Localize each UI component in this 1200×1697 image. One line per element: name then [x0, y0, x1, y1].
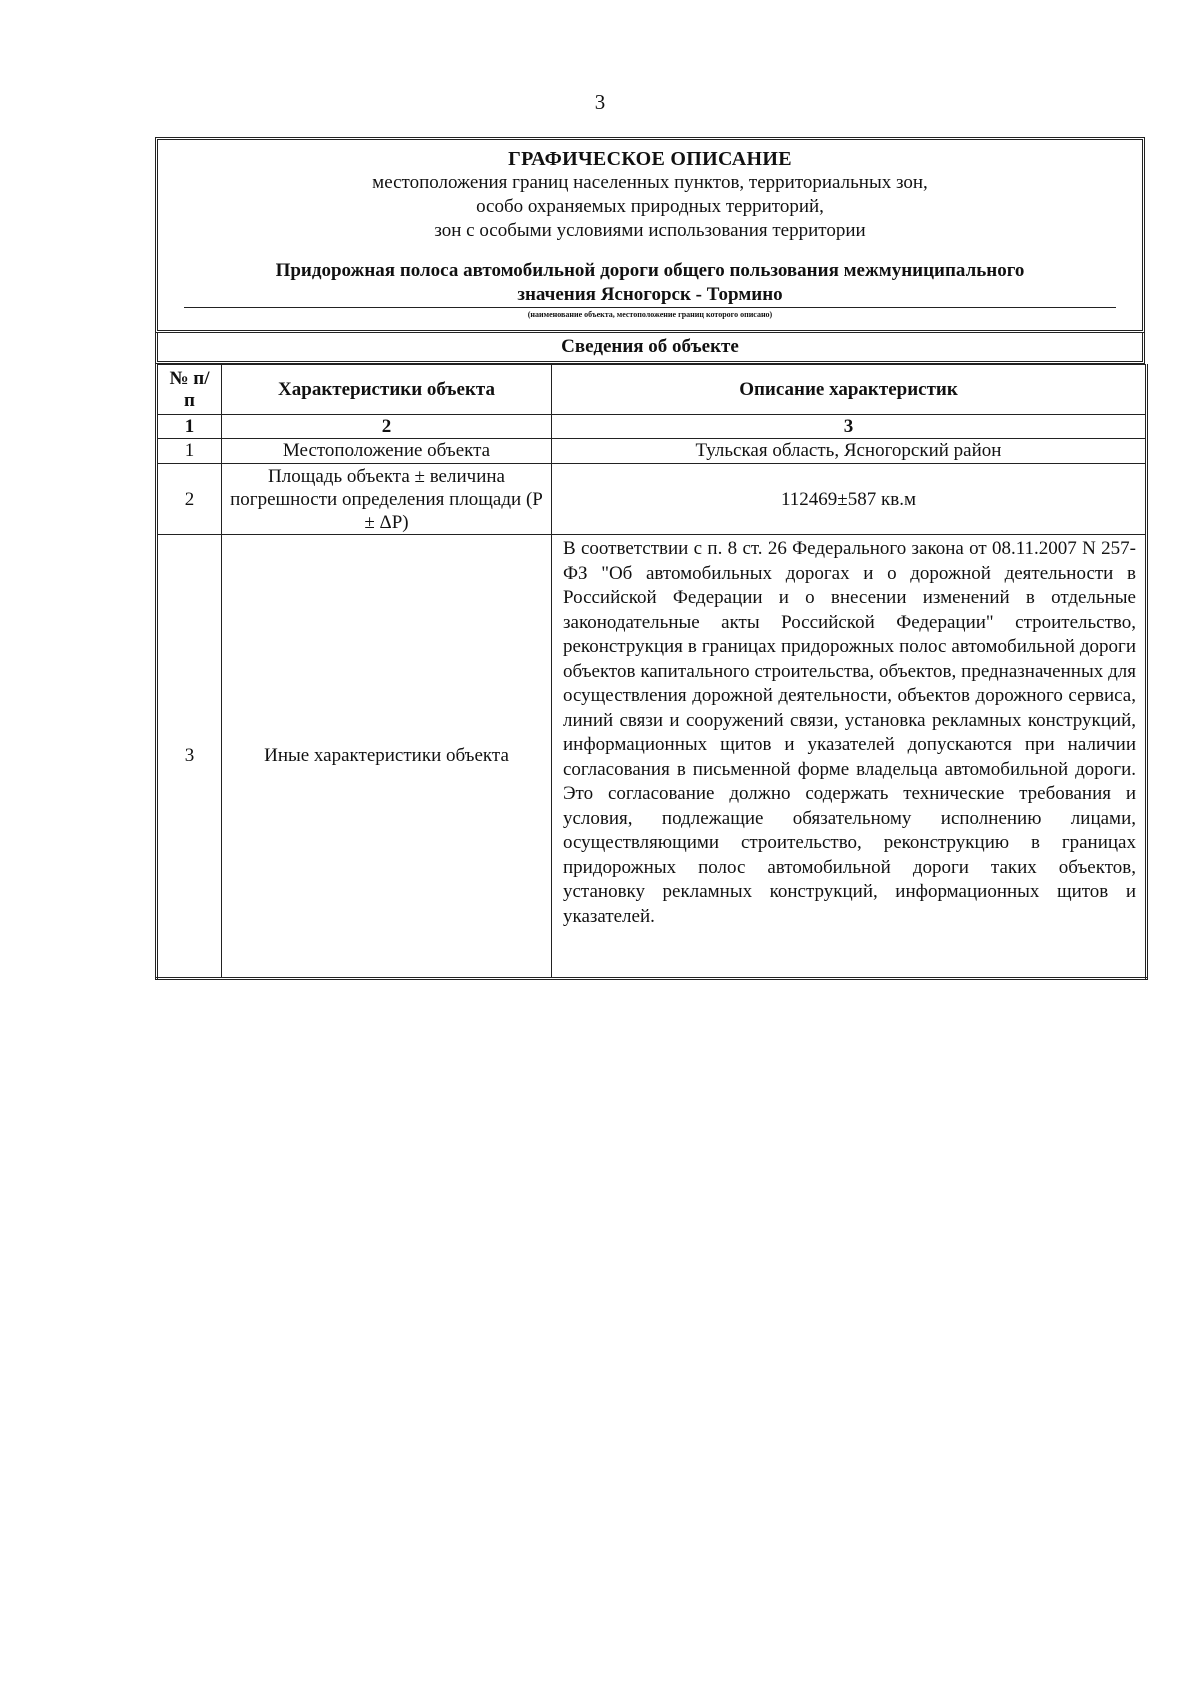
row-number: 3 — [157, 535, 222, 979]
row-characteristic: Площадь объекта ± величина погрешности определения площади (P ± ΔP) — [222, 464, 552, 535]
column-number: 3 — [552, 415, 1147, 439]
table-header-row — [157, 365, 1147, 415]
subtitle-line-3: зон с особыми условиями использования территории — [434, 220, 866, 241]
object-name-underline — [184, 307, 1116, 308]
header-characteristic: Характеристики объекта — [222, 365, 552, 415]
table-row — [157, 464, 1147, 535]
row-description: 112469±587 кв.м — [552, 464, 1147, 535]
header-number — [157, 365, 222, 415]
column-number-row — [157, 415, 1147, 439]
row-number: 2 — [157, 464, 222, 535]
row-characteristic: Местоположение объекта — [222, 439, 552, 464]
section-title: Сведения об объекте — [155, 333, 1145, 364]
table-row — [157, 535, 1147, 979]
row-description: В соответствии с п. 8 ст. 26 Федерального закона от 08.11.2007 N 257-ФЗ "Об автомобильных дорогах и о дорожной деятельности в Российской Федерации и о внесении изменений в отдельные законодательные акты Российской Федерации" строительство, реконструкция в границах придорожных полос автомобильной дороги объектов капитального строительства, объектов, предназначенных для осуществления дорожной деятельности, объектов дорожного сервиса, линий связи и сооружений связи, установка рекламных конструкций, информационных щитов и указателей допускаются при наличии согласования в письменной форме владельца автомобильной дороги. Это согласование должно содержать технические требования и условия, подлежащие обязательному исполнению лицами, осуществляющими строительство, реконструкцию в границах придорожных полос автомобильной дороги таких объектов, установку рекламных конструкций, информационных щитов и указателей. — [552, 535, 1147, 979]
page-number: 3 — [594, 90, 606, 114]
row-description: Тульская область, Ясногорский район — [552, 439, 1147, 464]
object-name-caption: (наименование объекта, местоположение границ которого описано) — [527, 310, 773, 319]
document-title: ГРАФИЧЕСКОЕ ОПИСАНИЕ — [508, 148, 792, 170]
graphic-description-frame — [155, 137, 1145, 980]
object-name-line-2: значения Ясногорск - Тормино — [517, 284, 783, 305]
header-description: Описание характеристик — [552, 365, 1147, 415]
subtitle-line-2: особо охраняемых природных территорий, — [476, 196, 824, 217]
subtitle-line-1: местоположения границ населенных пунктов, территориальных зон, — [372, 172, 928, 193]
object-info-table — [155, 364, 1148, 980]
table-row — [157, 439, 1147, 464]
column-number: 2 — [222, 415, 552, 439]
header-number-label: № п/п — [169, 367, 210, 411]
column-number: 1 — [157, 415, 222, 439]
row-number: 1 — [157, 439, 222, 464]
object-name-line-1: Придорожная полоса автомобильной дороги общего пользования межмуниципального — [275, 260, 1025, 281]
document-header — [155, 137, 1145, 333]
row-characteristic: Иные характеристики объекта — [222, 535, 552, 979]
